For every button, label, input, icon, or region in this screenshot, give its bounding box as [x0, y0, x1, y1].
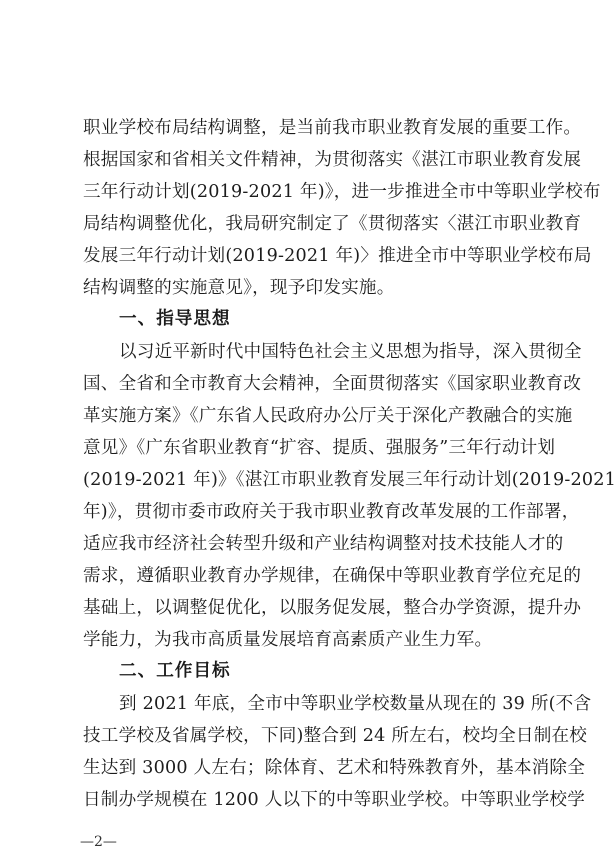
section1-line-2: 国、全省和全市教育大会精神，全面贯彻落实《国家职业教育改	[83, 374, 582, 394]
intro-line-4: 局结构调整优化，我局研究制定了《贯彻落实〈湛江市职业教育	[83, 214, 582, 234]
section1-line-9: 基础上，以调整促优化，以服务促发展，整合办学资源，提升办	[83, 598, 582, 618]
section-heading-guiding-ideology: 一、指导思想	[119, 309, 231, 329]
intro-line-5: 发展三年行动计划(2019-2021 年)〉推进全市中等职业学校布局	[83, 246, 592, 266]
intro-line-2: 根据国家和省相关文件精神，为贯彻落实《湛江市职业教育发展	[83, 150, 582, 170]
section2-line-3: 生达到 3000 人左右；除体育、艺术和特殊教育外，基本消除全	[83, 758, 586, 778]
section2-line-2: 技工学校及省属学校，下同)整合到 24 所左右，校均全日制在校	[83, 726, 588, 746]
section1-line-3: 革实施方案》《广东省人民政府办公厅关于深化产教融合的实施	[83, 406, 573, 426]
intro-line-1: 职业学校布局结构调整，是当前我市职业教育发展的重要工作。	[83, 118, 582, 138]
section2-line-1: 到 2021 年底，全市中等职业学校数量从现在的 39 所(不含	[119, 694, 592, 714]
section1-line-10: 学能力，为我市高质量发展培育高素质产业生力军。	[83, 630, 493, 650]
intro-line-6: 结构调整的实施意见》，现予印发实施。	[83, 278, 395, 298]
section1-line-7: 适应我市经济社会转型升级和产业结构调整对技术技能人才的	[83, 534, 564, 554]
page-number: —2—	[80, 834, 117, 850]
section1-line-8: 需求，遵循职业教育办学规律，在确保中等职业教育学位充足的	[83, 566, 582, 586]
section1-line-4: 意见》《广东省职业教育“扩容、提质、强服务”三年行动计划	[83, 438, 556, 458]
section-heading-work-goals: 二、工作目标	[119, 661, 231, 681]
section1-line-5: (2019-2021 年)》《湛江市职业教育发展三年行动计划(2019-2021	[83, 470, 616, 490]
section1-line-1: 以习近平新时代中国特色社会主义思想为指导，深入贯彻全	[119, 342, 582, 362]
intro-line-3: 三年行动计划(2019-2021 年)》，进一步推进全市中等职业学校布	[83, 182, 601, 202]
section1-line-6: 年)》，贯彻市委市政府关于我市职业教育改革发展的工作部署，	[83, 502, 580, 522]
section2-line-4: 日制办学规模在 1200 人以下的中等职业学校。中等职业学校学	[83, 790, 586, 810]
